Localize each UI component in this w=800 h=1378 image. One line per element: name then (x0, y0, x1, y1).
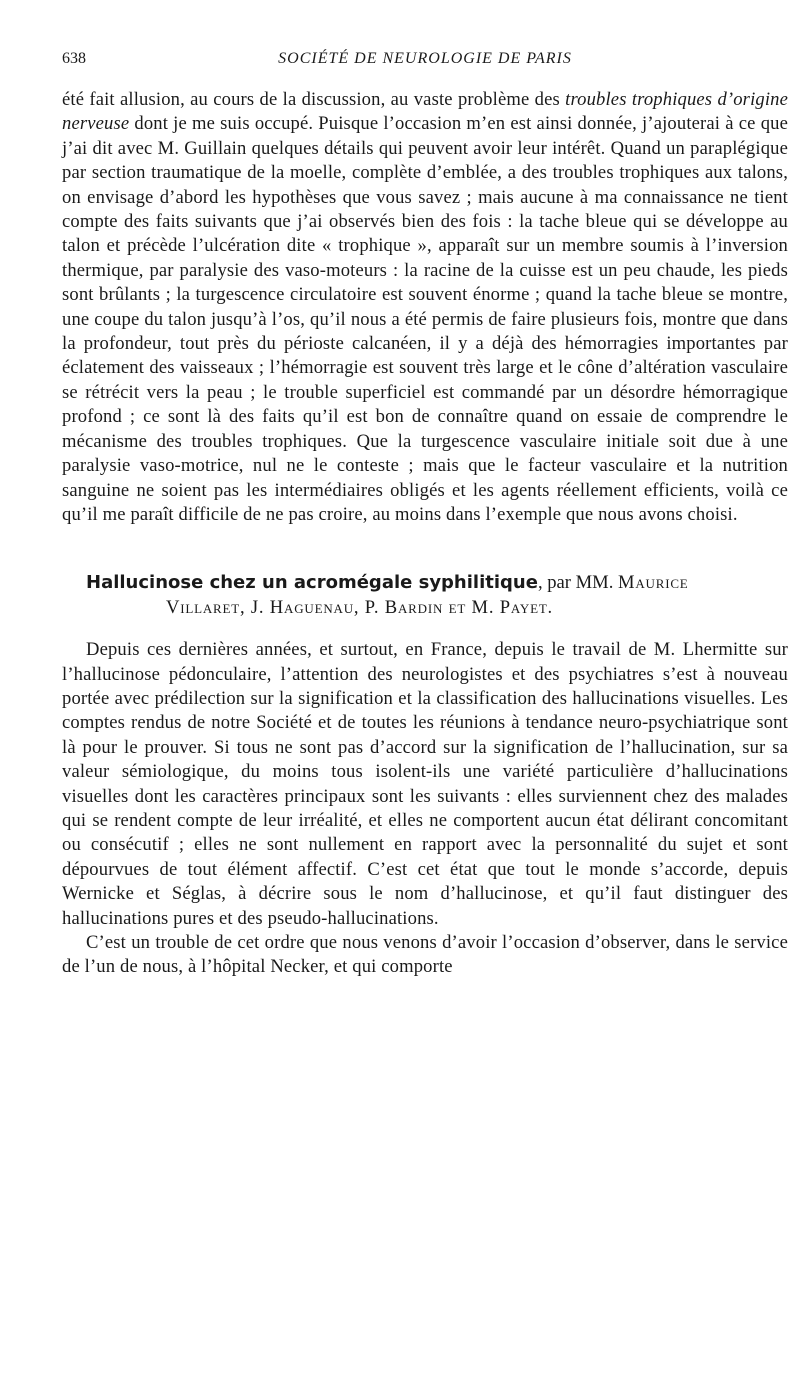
continuation-part1: été fait allusion, au cours de la discussion, au vaste problème des (62, 89, 566, 110)
journal-title: SOCIÉTÉ DE NEUROLOGIE DE PARIS (278, 50, 572, 67)
page-number: 638 (62, 50, 86, 67)
authors-line2: Villaret, J. Haguenau, P. Bardin et M. Payet. (166, 596, 554, 618)
running-head (62, 50, 788, 74)
page (62, 50, 788, 980)
article-heading (62, 571, 788, 620)
article-by: , par MM. (537, 572, 619, 594)
italic-phrase: troubles trophiques d’origine nerveuse (62, 89, 788, 135)
continuation-paragraph (62, 88, 788, 527)
authors-line1: Maurice (618, 572, 689, 594)
continuation-text (62, 88, 788, 527)
body-paragraph-1: Depuis ces dernières années, et surtout, en France, depuis le travail de M. Lhermitte sur l’hallucinose pédonculaire, l’attention des neurologistes et des psychiatres s’est à nouveau portée avec prédilection sur la signification et la classification des hallucinations visuelles. Les comptes rendus de notre Société et de toutes les réunions à tendance neuro-psychiatrique sont là pour le prouver. Si tous ne sont pas d’accord sur la signification de l’hallucination, sur sa valeur sémiologique, du moins tous isolent-ils une variété particulière d’hallucinations visuelles dont les caractères principaux sont les suivants : elles surviennent chez des malades qui se rendent compte de leur irréalité, et elles ne comportent aucun état délirant concomitant ou consécutif ; elles ne sont nullement en rapport avec la personnalité du sujet et sont dépourvues de tout élément affectif. C’est cet état que tout le monde s’accorde, depuis Wernicke et Séglas, à décrire sous le nom d’hallucinose, et qu’il faut distinguer des hallucinations pures et des pseudo-hallucinations. (62, 639, 788, 929)
article-body (62, 638, 788, 980)
body-paragraph-2: C’est un trouble de cet ordre que nous venons d’avoir l’occasion d’observer, dans le service de l’un de nous, à l’hôpital Necker, et qui comporte (62, 932, 788, 978)
article-title: Hallucinose chez un acromégale syphilitique (86, 572, 538, 594)
continuation-part2: dont je me suis occupé. Puisque l’occasion m’en est ainsi donnée, j’ajouterai à ce que j’ai dit avec M. Guillain quelques détails qui peuvent avoir leur intérêt. Quand un paraplégique par section traumatique de la moelle, complète d’emblée, a des troubles trophiques aux talons, on envisage d’abord les hypothèses que vous savez ; mais aucune à ma connaissance ne tient compte des faits suivants que j’ai observés bien des fois : la tache bleue qui se développe au talon et précède l’ulcération dite « trophique », apparaît sur un membre soumis à l’inversion thermique, par paralysie des vaso-moteurs : la racine de la cuisse est un peu chaude, les pieds sont brûlants ; la turgescence circulatoire est souvent énorme ; quand la tache bleue se montre, une coupe du talon jusqu’à l’os, qu’il nous a été permis de faire plusieurs fois, montre que dans la profondeur, tout près du périoste calcanéen, il y a déjà des hémorragies importantes par éclatement des vaisseaux ; l’hémorragie est souvent très large et le cône d’altération vasculaire se rétrécit vers la peau ; le trouble superficiel est commandé par un désordre hémorragique profond ; ce sont là des faits qu’il est bon de connaître quand on essaie de comprendre le mécanisme des troubles trophiques. Que la turgescence vasculaire initiale soit due à une paralysie vaso-motrice, nul ne le conteste ; mais que le facteur vasculaire et la nutrition sanguine ne soient pas les intermédiaires obligés et les agents réellement efficients, voilà ce qu’il me paraît difficile de ne pas croire, au moins dans l’exemple que nous avons choisi. (62, 113, 788, 525)
